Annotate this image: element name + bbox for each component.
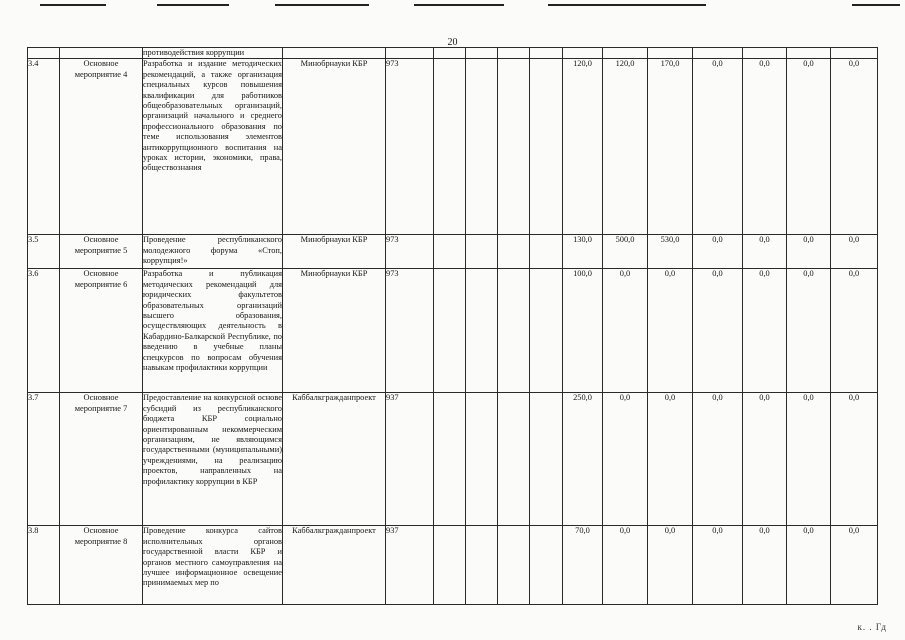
corner-mark: к. . Гд [857, 622, 887, 632]
table-row [28, 526, 878, 605]
table-row [28, 59, 878, 235]
scan-top-line-3 [275, 4, 369, 6]
table-row [28, 235, 878, 269]
value-7: 0,0 [831, 393, 878, 526]
scan-top-line-2 [157, 4, 229, 6]
value-3: 0,0 [648, 269, 693, 393]
scan-top-line-5 [548, 4, 706, 6]
value-7: 0,0 [831, 59, 878, 235]
scan-top-line-6 [852, 4, 900, 6]
value-7: 0,0 [831, 526, 878, 605]
responsible-org: Минобрнауки КБР [283, 269, 386, 393]
table-row [28, 48, 878, 59]
value-5: 0,0 [743, 269, 787, 393]
responsible-org: Каббалкгражданпроект [283, 526, 386, 605]
row-number: 3.5 [28, 235, 60, 269]
value-3: 0,0 [648, 526, 693, 605]
value-2: 0,0 [603, 393, 648, 526]
value-2: 500,0 [603, 235, 648, 269]
scan-top-line-4 [414, 4, 504, 6]
value-4: 0,0 [693, 59, 743, 235]
value-3: 530,0 [648, 235, 693, 269]
value-3: 170,0 [648, 59, 693, 235]
value-1: 250,0 [563, 393, 603, 526]
value-5: 0,0 [743, 526, 787, 605]
value-1: 120,0 [563, 59, 603, 235]
budget-code: 973 [386, 235, 434, 269]
budget-code: 973 [386, 59, 434, 235]
activity-description: Проведение республиканского молодежного форума «Стоп, коррупция!» [143, 235, 283, 269]
value-7: 0,0 [831, 269, 878, 393]
row-number: 3.6 [28, 269, 60, 393]
activity-type: Основное мероприятие 6 [60, 269, 143, 393]
activity-type: Основное мероприятие 5 [60, 235, 143, 269]
value-2: 120,0 [603, 59, 648, 235]
responsible-org: Минобрнауки КБР [283, 235, 386, 269]
activity-description: Разработка и издание методических рекомендаций, а также организация специальных курсов повышения квалификации для работников общеобразовательных организаций, организаций начального и среднего профессионального образования по теме использования элементов антикоррупционного воспитания на уроках истории, экономики, права, обществознания [143, 59, 283, 235]
budget-code: 937 [386, 393, 434, 526]
activity-description: Проведение конкурса сайтов исполнительных органов государственной власти КБР и органов местного самоуправления на лучшее информационное освещение принимаемых мер по [143, 526, 283, 605]
responsible-org: Каббалкгражданпроект [283, 393, 386, 526]
value-4: 0,0 [693, 235, 743, 269]
row-number: 3.4 [28, 59, 60, 235]
value-6: 0,0 [787, 235, 831, 269]
activity-description: Предоставление на конкурсной основе субсидий из республиканского бюджета КБР социально ориентированным некоммерческим организациям, не являющимся государственными (муниципальными) учреждениями, на реализацию проектов, направленных на профилактику коррупции в КБР [143, 393, 283, 526]
responsible-org: Минобрнауки КБР [283, 59, 386, 235]
table-row [28, 269, 878, 393]
value-2: 0,0 [603, 269, 648, 393]
activity-type: Основное мероприятие 4 [60, 59, 143, 235]
value-1: 70,0 [563, 526, 603, 605]
budget-code: 937 [386, 526, 434, 605]
value-5: 0,0 [743, 393, 787, 526]
page-number: 20 [447, 37, 458, 48]
budget-code: 973 [386, 269, 434, 393]
scan-top-line-1 [40, 4, 106, 6]
program-table [27, 47, 878, 605]
value-5: 0,0 [743, 235, 787, 269]
value-1: 100,0 [563, 269, 603, 393]
value-6: 0,0 [787, 59, 831, 235]
value-4: 0,0 [693, 393, 743, 526]
value-4: 0,0 [693, 526, 743, 605]
value-4: 0,0 [693, 269, 743, 393]
value-7: 0,0 [831, 235, 878, 269]
value-2: 0,0 [603, 526, 648, 605]
activity-type: Основное мероприятие 7 [60, 393, 143, 526]
table-row [28, 393, 878, 526]
value-3: 0,0 [648, 393, 693, 526]
activity-description: Разработка и публикация методических рекомендаций для юридических факультетов образовательных организаций высшего образования, осуществляющих деятельность в Кабардино-Балкарской Республике, по введению в учебные планы спецкурсов по вопросам обучения навыкам профилактики коррупции [143, 269, 283, 393]
value-5: 0,0 [743, 59, 787, 235]
value-6: 0,0 [787, 393, 831, 526]
value-6: 0,0 [787, 526, 831, 605]
continued-text: противодействия коррупции [143, 48, 283, 59]
value-6: 0,0 [787, 269, 831, 393]
value-1: 130,0 [563, 235, 603, 269]
row-number: 3.8 [28, 526, 60, 605]
row-number: 3.7 [28, 393, 60, 526]
activity-type: Основное мероприятие 8 [60, 526, 143, 605]
